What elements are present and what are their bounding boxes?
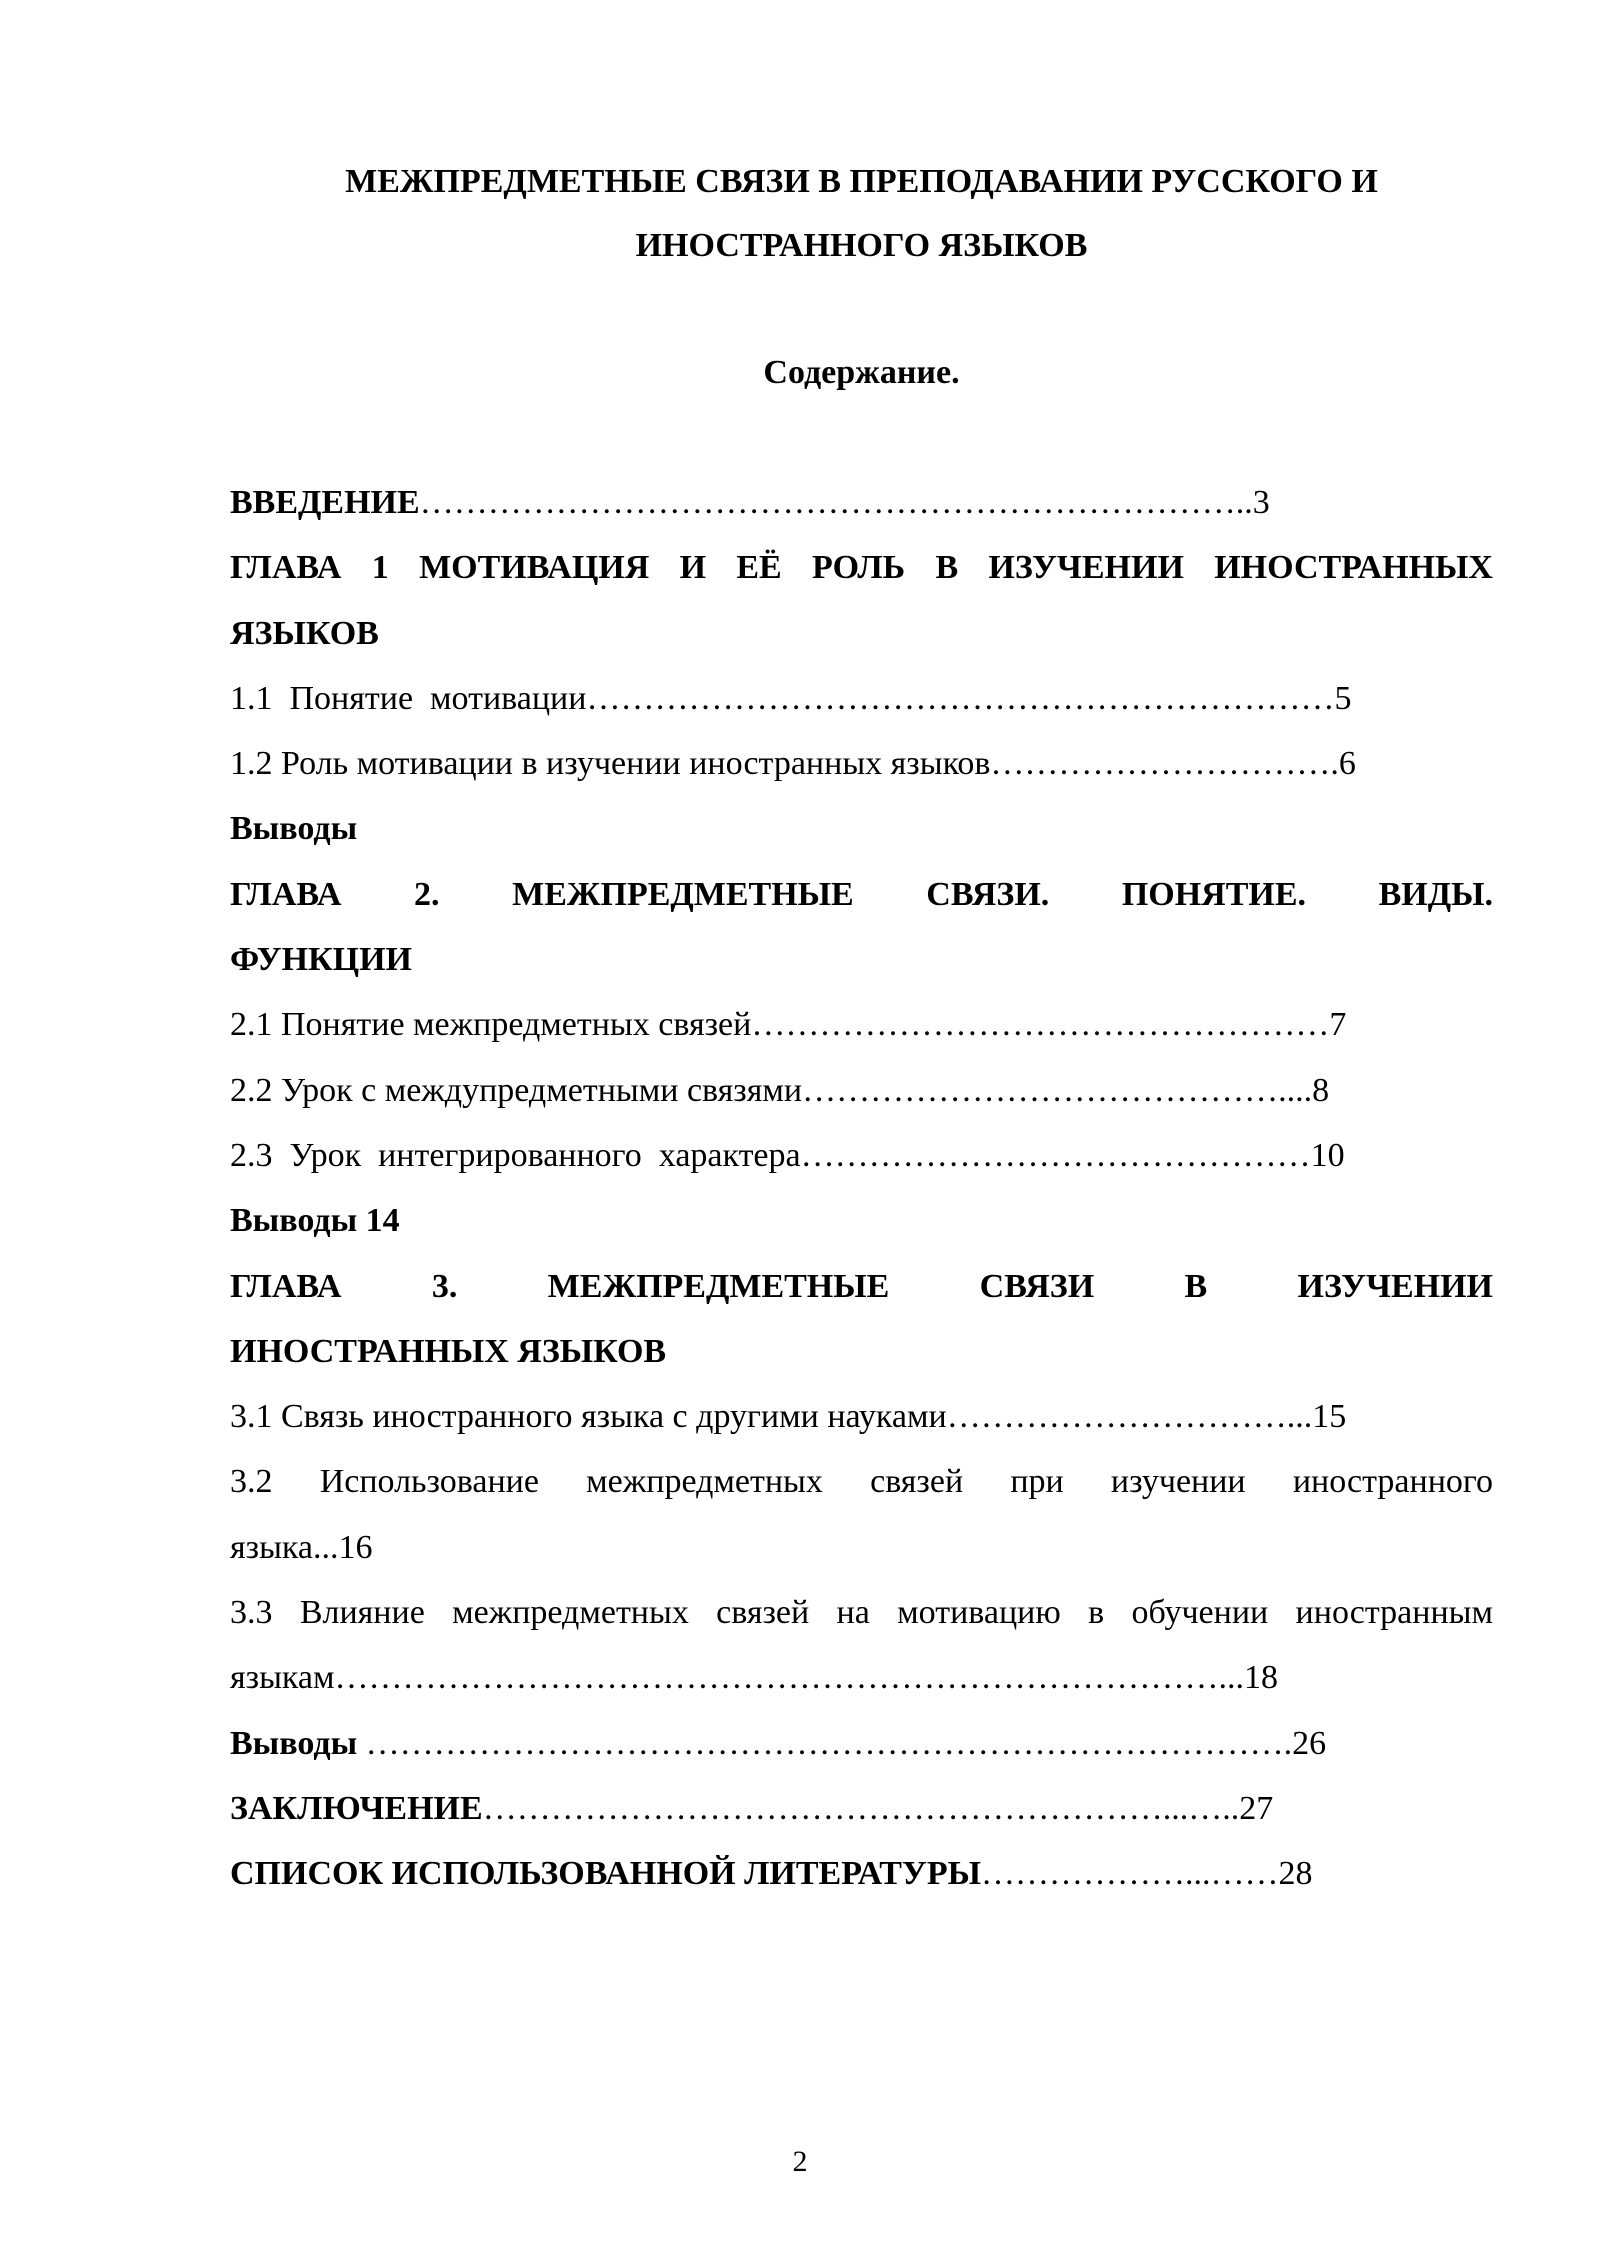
page-number: 2 bbox=[792, 2145, 808, 2178]
toc-page-number: 10 bbox=[1310, 1136, 1345, 1174]
toc-entry-2-2 bbox=[230, 1058, 1493, 1123]
toc-chapter-2-line-1: ГЛАВА 2. МЕЖПРЕДМЕТНЫЕ СВЯЗИ. ПОНЯТИЕ. ВИДЫ. bbox=[230, 875, 1493, 913]
toc-entry-1-1 bbox=[230, 666, 1493, 731]
toc-page-number: 7 bbox=[1329, 1006, 1347, 1044]
toc-leader-dots: …………………………... bbox=[946, 1398, 1313, 1436]
toc-chapter-1-line-2: ЯЗЫКОВ bbox=[230, 614, 379, 652]
toc-entry-3-2-line-2: языка...16 bbox=[230, 1528, 373, 1566]
toc-page-number: 26 bbox=[1292, 1724, 1327, 1762]
toc-entry-2-1 bbox=[230, 992, 1493, 1057]
toc-entry-label: 1.2 Роль мотивации в изучении иностранных языков bbox=[230, 745, 991, 783]
toc-page-number: 5 bbox=[1334, 679, 1352, 717]
title-line-2: ИНОСТРАННОГО ЯЗЫКОВ bbox=[635, 227, 1088, 264]
toc-entry-1-2 bbox=[230, 731, 1493, 796]
toc-page-number: 18 bbox=[1244, 1659, 1279, 1697]
toc-entry-2-3 bbox=[230, 1123, 1493, 1188]
toc-page-number: 8 bbox=[1312, 1071, 1330, 1109]
toc-entry-label: СПИСОК ИСПОЛЬЗОВАННОЙ ЛИТЕРАТУРЫ bbox=[230, 1855, 981, 1893]
toc-entry-label: Выводы bbox=[230, 1724, 358, 1762]
toc-page-number: 15 bbox=[1312, 1398, 1347, 1436]
toc-leader-dots: ……………………………………………………………………... bbox=[334, 1659, 1245, 1697]
toc-entry-label: 3.1 Связь иностранного языка с другими науками bbox=[230, 1398, 947, 1436]
toc-chapter-1-line-1: ГЛАВА 1 МОТИВАЦИЯ И ЕЁ РОЛЬ В ИЗУЧЕНИИ ИНОСТРАННЫХ bbox=[230, 549, 1493, 587]
toc-entry-3-1 bbox=[230, 1384, 1493, 1449]
toc-chapter-2-line-2: ФУНКЦИИ bbox=[230, 941, 413, 979]
toc-entry-label: 2.1 Понятие межпредметных связей bbox=[230, 1006, 752, 1044]
toc-entry-label: ВВЕДЕНИЕ bbox=[230, 484, 420, 521]
toc-entry-intro bbox=[230, 470, 1493, 535]
toc-leader-dots: ………………………………………………………………………. bbox=[357, 1724, 1293, 1762]
table-of-contents bbox=[230, 470, 1493, 1907]
toc-leader-dots: ……………………………………………………………….. bbox=[419, 484, 1253, 521]
toc-leader-dots: …………………………. bbox=[990, 745, 1339, 783]
toc-leader-dots: …………………………………….... bbox=[802, 1071, 1313, 1109]
toc-entry-label: языкам bbox=[230, 1659, 335, 1697]
toc-leader-dots: ………………………………………………………… bbox=[586, 679, 1335, 717]
toc-leader-dots: ……………………………………………………...….. bbox=[482, 1789, 1240, 1827]
toc-page-number: 3 bbox=[1252, 484, 1270, 521]
toc-chapter-3-line-2: ИНОСТРАННЫХ ЯЗЫКОВ bbox=[230, 1332, 667, 1370]
toc-leader-dots: ………………...…… bbox=[981, 1855, 1279, 1893]
toc-conclusions-2: Выводы 14 bbox=[230, 1202, 400, 1240]
toc-conclusions-3 bbox=[230, 1711, 1493, 1776]
toc-leader-dots: ……………………………………… bbox=[800, 1136, 1311, 1174]
toc-entry-conclusion bbox=[230, 1776, 1493, 1841]
toc-conclusions-1: Выводы bbox=[230, 810, 358, 848]
toc-entry-label: 2.2 Урок с междупредметными связями bbox=[230, 1071, 803, 1109]
toc-entry-3-3-line-1: 3.3 Влияние межпредметных связей на мотивацию в обучении иностранным bbox=[230, 1594, 1493, 1632]
toc-leader-dots: …………………………………………… bbox=[751, 1006, 1330, 1044]
toc-page-number: 28 bbox=[1278, 1855, 1313, 1893]
toc-page-number: 27 bbox=[1239, 1789, 1274, 1827]
toc-entry-label: 2.3 Урок интегрированного характера bbox=[230, 1136, 801, 1174]
toc-entry-label: 1.1 Понятие мотивации bbox=[230, 679, 587, 717]
toc-entry-label: ЗАКЛЮЧЕНИЕ bbox=[230, 1789, 483, 1827]
toc-entry-3-2-line-1: 3.2 Использование межпредметных связей при изучении иностранного bbox=[230, 1463, 1493, 1501]
toc-page-number: 6 bbox=[1338, 745, 1356, 783]
title-line-1: МЕЖПРЕДМЕТНЫЕ СВЯЗИ В ПРЕПОДАВАНИИ РУССКОГО И bbox=[345, 163, 1378, 200]
toc-heading: Содержание. bbox=[763, 354, 960, 391]
document-title bbox=[230, 150, 1493, 278]
toc-entry-references bbox=[230, 1841, 1493, 1906]
toc-entry-3-3-line-2 bbox=[230, 1645, 1493, 1710]
toc-chapter-3-line-1: ГЛАВА 3. МЕЖПРЕДМЕТНЫЕ СВЯЗИ В ИЗУЧЕНИИ bbox=[230, 1267, 1493, 1305]
